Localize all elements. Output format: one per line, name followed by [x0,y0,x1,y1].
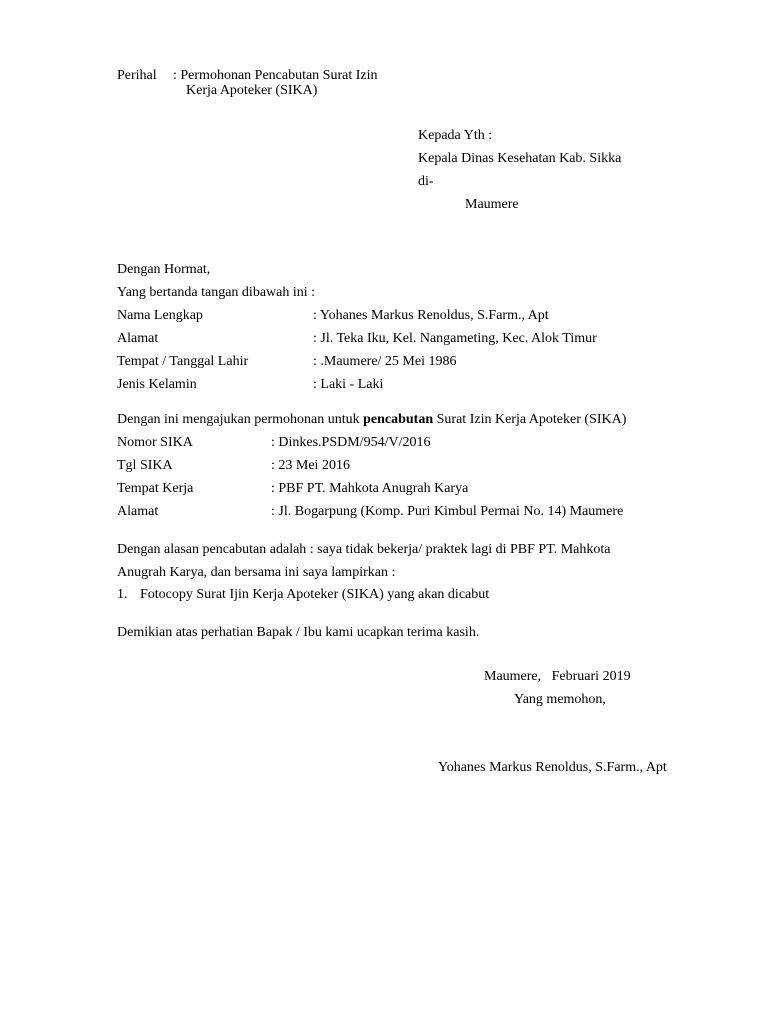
recipient-line-4: Maumere [465,197,519,212]
sika-label-date: Tgl SIKA [117,458,173,473]
applicant-value-birth: : .Maumere/ 25 Mei 1986 [313,354,457,369]
applicant-value-address: : Jl. Teka Iku, Kel. Nangameting, Kec. Alok Timur [313,331,597,346]
applicant-value-gender: : Laki - Laki [313,377,384,392]
sika-value-workplace: : PBF PT. Mahkota Anugrah Karya [271,481,469,496]
applicant-label-address: Alamat [117,331,159,346]
request-bold-word: pencabutan [363,412,434,427]
request-text [117,411,626,429]
perihal-line-1: : Permohonan Pencabutan Surat Izin [173,68,378,83]
sika-value-date: : 23 Mei 2016 [271,458,350,473]
sika-label-number: Nomor SIKA [117,435,193,450]
attachment-number: 1. [117,587,128,602]
place-date: Maumere, Februari 2019 [484,669,631,684]
perihal-label: Perihal [117,68,157,83]
request-before: Dengan ini mengajukan permohonan untuk [117,412,364,427]
attachment-item: Fotocopy Surat Ijin Kerja Apoteker (SIKA) yang akan dicabut [140,587,490,602]
applicant-label-name: Nama Lengkap [117,308,203,323]
greeting: Dengan Hormat, [117,262,211,277]
recipient-line-3: di- [418,174,434,189]
applicant-label-gender: Jenis Kelamin [117,377,197,392]
sika-label-address: Alamat [117,504,159,519]
signoff: Yang memohon, [514,692,606,707]
request-after: Surat Izin Kerja Apoteker (SIKA) [433,412,627,427]
sika-value-address: : Jl. Bogarpung (Komp. Puri Kimbul Permai No. 14) Maumere [271,504,624,519]
applicant-value-name: : Yohanes Markus Renoldus, S.Farm., Apt [313,308,549,323]
sika-label-workplace: Tempat Kerja [117,481,194,496]
applicant-label-birth: Tempat / Tanggal Lahir [117,354,249,369]
recipient-line-1: Kepada Yth : [418,128,493,143]
reason-line-1: Dengan alasan pencabutan adalah : saya tidak bekerja/ praktek lagi di PBF PT. Mahkota [117,542,611,557]
perihal-line-2: Kerja Apoteker (SIKA) [186,83,318,98]
recipient-line-2: Kepala Dinas Kesehatan Kab. Sikka [418,151,622,166]
reason-line-2: Anugrah Karya, dan bersama ini saya lampirkan : [117,565,396,580]
intro-text: Yang bertanda tangan dibawah ini : [117,285,316,300]
signature-name: Yohanes Markus Renoldus, S.Farm., Apt [438,760,667,775]
sika-value-number: : Dinkes.PSDM/954/V/2016 [271,435,431,450]
closing-text: Demikian atas perhatian Bapak / Ibu kami ucapkan terima kasih. [117,625,480,640]
